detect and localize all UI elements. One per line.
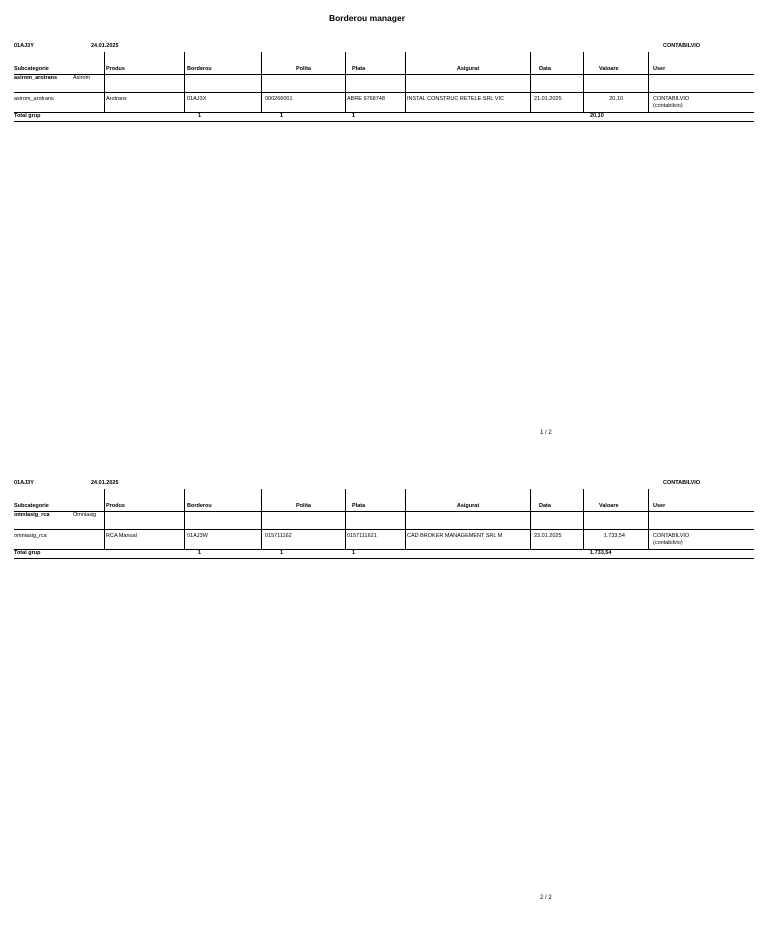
cell-valoare: 1.733,54 — [603, 533, 625, 539]
cell-user-sub: (contabilvio) — [653, 540, 683, 546]
page-number: 1 / 2 — [540, 430, 552, 436]
header-plata: Plata — [352, 66, 366, 72]
cell-data: 21.01.2025 — [534, 96, 562, 102]
column-divider — [530, 489, 531, 550]
header-data: Data — [539, 503, 551, 509]
page-user-header: CONTABILVIO — [663, 480, 701, 486]
header-subcategorie: Subcategorie — [14, 66, 49, 72]
header-borderou: Borderou — [187, 66, 212, 72]
header-user: User — [653, 503, 666, 509]
header-user: User — [653, 66, 666, 72]
total-borderou: 1 — [198, 550, 202, 556]
total-label: Total grup — [14, 550, 41, 556]
column-divider — [648, 52, 649, 113]
group-name: Omniasig — [73, 512, 97, 518]
group-key: omniasig_rca — [14, 512, 50, 518]
header-rule — [14, 511, 754, 512]
header-valoare: Valoare — [599, 503, 619, 509]
page-code: 01AJ3Y — [14, 480, 34, 486]
report-title: Borderou manager — [328, 13, 406, 23]
total-plata: 1 — [352, 113, 356, 119]
page-number: 2 / 2 — [540, 895, 552, 901]
total-polita: 1 — [280, 113, 284, 119]
cell-data: 23.01.2025 — [534, 533, 562, 539]
cell-valoare: 20,10 — [609, 96, 623, 102]
cell-user: CONTABILVIO — [653, 533, 690, 539]
header-polita: Polita — [296, 503, 311, 509]
header-valoare: Valoare — [599, 66, 619, 72]
header-produs: Produs — [106, 66, 125, 72]
column-divider — [261, 52, 262, 113]
header-polita: Polita — [296, 66, 311, 72]
cell-borderou: 01AJ3X — [187, 96, 207, 102]
cell-asigurat: CAD BROKER MANAGEMENT SRL M — [407, 533, 503, 539]
total-rule — [14, 558, 754, 559]
cell-plata: ABRE 9768748 — [347, 96, 385, 102]
page-date: 24.01.2025 — [91, 480, 119, 486]
header-rule — [14, 74, 754, 75]
page-user-header: CONTABILVIO — [663, 43, 701, 49]
total-polita: 1 — [280, 550, 284, 556]
total-valoare: 1.733,54 — [590, 550, 612, 556]
cell-produs: Arotrans — [106, 96, 127, 102]
column-divider — [104, 489, 105, 550]
header-plata: Plata — [352, 503, 366, 509]
cell-asigurat: INSTAL CONSTRUC RETELE SRL VIC — [407, 96, 504, 102]
row-rule — [14, 112, 754, 113]
group-rule — [14, 529, 754, 530]
column-divider — [405, 489, 406, 550]
total-valoare: 20,10 — [590, 113, 604, 119]
header-asigurat: Asigurat — [456, 503, 480, 509]
cell-user-sub: (contabilvio) — [653, 103, 683, 109]
column-divider — [104, 52, 105, 113]
page-code: 01AJ3Y — [14, 43, 34, 49]
column-divider — [345, 489, 346, 550]
group-name: Asirom — [73, 75, 91, 81]
cell-polita: 015711162 — [265, 533, 292, 539]
page-date: 24.01.2025 — [91, 43, 119, 49]
header-data: Data — [539, 66, 551, 72]
column-divider — [184, 52, 185, 113]
total-label: Total grup — [14, 113, 41, 119]
cell-borderou: 01AJ3W — [187, 533, 208, 539]
header-subcategorie: Subcategorie — [14, 503, 49, 509]
column-divider — [405, 52, 406, 113]
column-divider — [184, 489, 185, 550]
column-divider — [648, 489, 649, 550]
cell-subcategorie: asirom_arotrans — [14, 96, 54, 102]
column-divider — [583, 489, 584, 550]
column-divider — [530, 52, 531, 113]
cell-user: CONTABILVIO — [653, 96, 690, 102]
row-rule — [14, 549, 754, 550]
header-produs: Produs — [106, 503, 125, 509]
cell-plata: 0157111621 — [347, 533, 377, 539]
total-rule — [14, 121, 754, 122]
cell-polita: 000266001 — [265, 96, 293, 102]
column-divider — [345, 52, 346, 113]
column-divider — [583, 52, 584, 113]
total-plata: 1 — [352, 550, 356, 556]
total-borderou: 1 — [198, 113, 202, 119]
cell-produs: RCA Manual — [106, 533, 137, 539]
group-rule — [14, 92, 754, 93]
column-divider — [261, 489, 262, 550]
cell-subcategorie: omniasig_rca — [14, 533, 47, 539]
header-asigurat: Asigurat — [456, 66, 480, 72]
group-key: asirom_arotrans — [14, 75, 58, 81]
header-borderou: Borderou — [187, 503, 212, 509]
